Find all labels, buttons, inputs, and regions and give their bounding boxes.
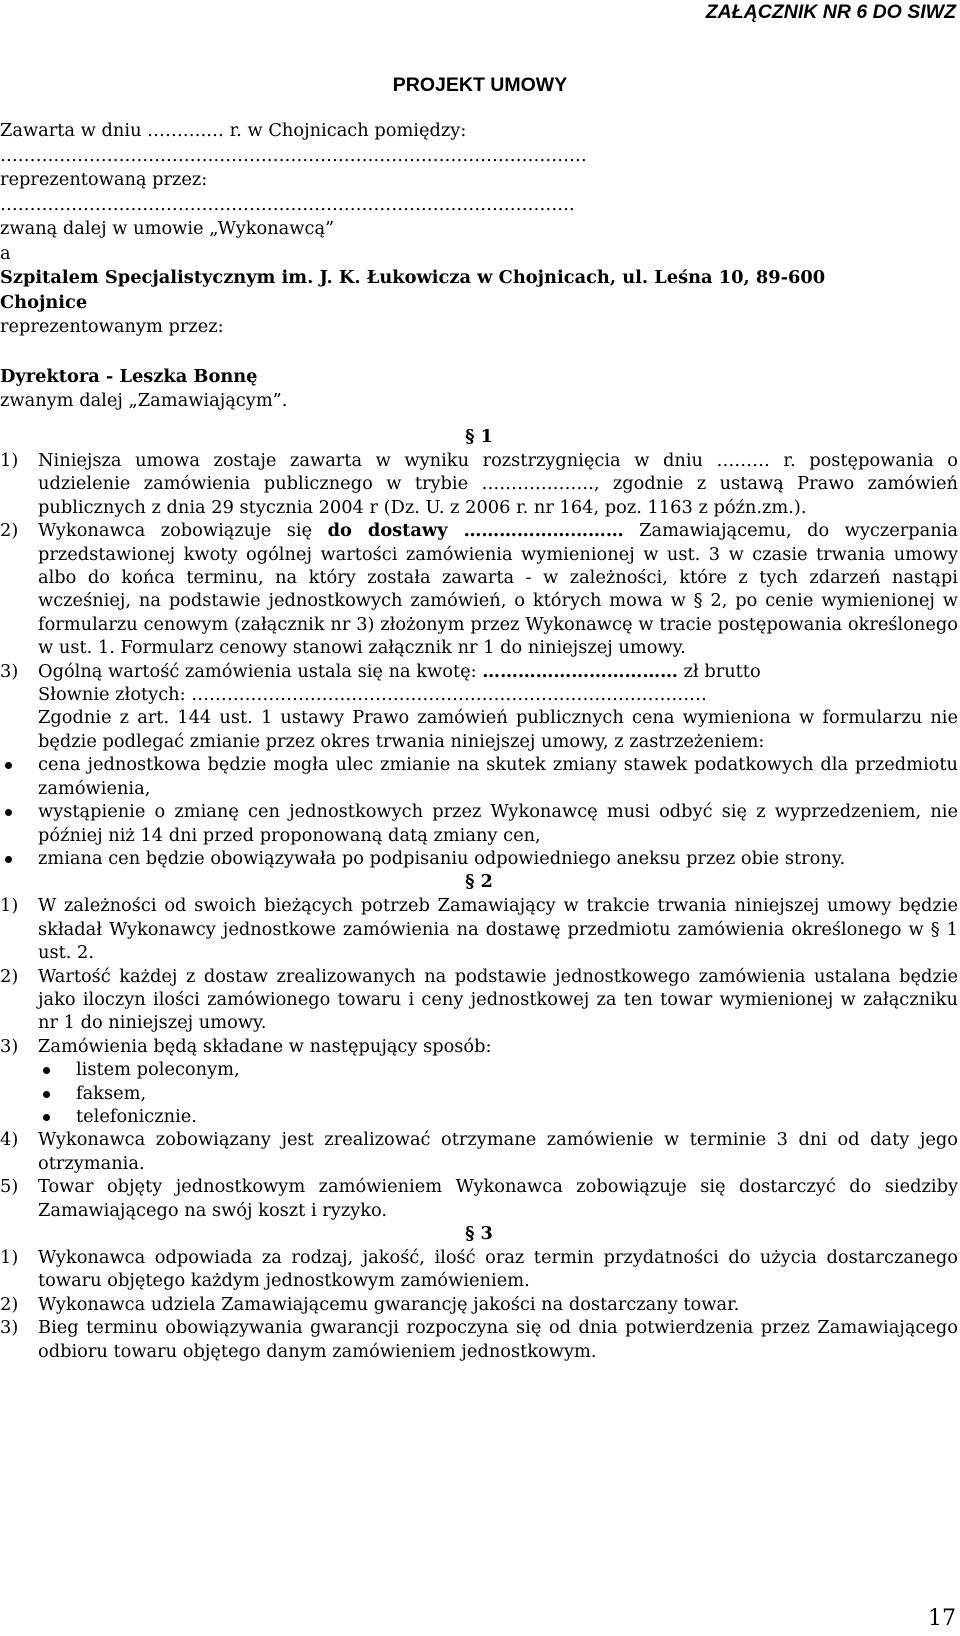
bullet-text: faksem, [76, 1082, 147, 1104]
list-item [0, 1128, 958, 1175]
item-number: 2) [0, 520, 19, 542]
item-text: Zamówienia będą składane w następujący sposób: [38, 1035, 492, 1057]
bullet-text: telefonicznie. [76, 1105, 197, 1127]
section-heading: § 3 [465, 1223, 493, 1244]
item-number: 1) [0, 895, 19, 917]
list-item [0, 1035, 958, 1058]
list-item [0, 965, 958, 1035]
item-text-part: zł brutto [677, 660, 761, 682]
item-text: Wartość każdej z dostaw zrealizowanych na podstawie jednostkowego zamówienia ustalana będzie jako iloczyn ilości zamówionego towaru i ceny jednostkowej za ten towar wymienionej w załączniku nr 1 do niniejszej umowy. [38, 965, 958, 1034]
bullet-item [38, 1105, 958, 1128]
item-number: 4) [0, 1129, 19, 1151]
item-text: Wykonawca udziela Zamawiającemu gwarancję jakości na dostarczany towar. [38, 1293, 740, 1315]
bullet-item [38, 1082, 958, 1105]
section-heading: § 1 [465, 426, 493, 447]
item-text-part: Zamawiającemu, do wyczerpania przedstawionej kwoty ogólnej wartości zamówienia wymienionej w ust. 3 w czasie trwania umowy albo do końca terminu, na który została zawarta - w zależności, które z tych zdarzeń nastąpi wcześniej, na podstawie jednostkowych zamówień, o których mowa w § 2, po cenie wymienionej w formularzu cenowym (załącznik nr 3) złożonym przez Wykonawcę w tracie postępowania określonego w ust. 1. Formularz cenowy stanowi załącznik nr 1 do niniejszej umowy. [38, 520, 958, 659]
bullet-icon [38, 1105, 76, 1128]
hospital-city: Chojnice [0, 291, 88, 313]
list-item [0, 1293, 958, 1316]
intro-line: reprezentowaną przez: [0, 169, 208, 190]
hospital-name: Szpitalem Specjalistycznym im. J. K. Łukowicza w Chojnicach, ul. Leśna 10, 89-600 [0, 267, 826, 288]
intro-line: Zawarta w dniu ……….… r. w Chojnicach pomiędzy: [0, 120, 467, 141]
amount-in-words: Słownie złotych: …………………………………………………………………………… [38, 684, 707, 706]
bullet-text: cena jednostkowa będzie mogła ulec zmianie na skutek zmiany stawek podatkowych dla przedmiotu zamówienia, [38, 754, 958, 799]
list-item [0, 1316, 958, 1363]
intro-line: zwaną dalej w umowie „Wykonawcą” [0, 218, 335, 239]
item-number: 3) [0, 1035, 19, 1057]
item-text-part: Zgodnie z art. 144 ust. 1 ustawy Prawo zamówień publicznych cena wymieniona w formularzu nie będzie podlegać zmianie przez okres trwania niniejszej umowy, z zastrzeżeniem: [38, 707, 958, 752]
list-item [0, 894, 958, 964]
item-text: Niniejsza umowa zostaje zawarta w wyniku rozstrzygnięcia w dniu ……… r. postępowania o udzielenie zamówienia publicznego w trybie ………………., zgodnie z ustawą Prawo zamówień publicznych z dnia 29 stycznia 2004 r (Dz. U. z 2006 r. nr 164, poz. 1163 z późn.zm.). [38, 450, 958, 518]
list-item [0, 519, 958, 659]
director-name: Dyrektora - Leszka Bonnę [0, 365, 258, 387]
item-text: Bieg terminu obowiązywania gwarancji rozpoczyna się od dnia potwierdzenia przez Zamawiającego odbioru towaru objętego danym zamówieniem jednostkowym. [38, 1317, 958, 1362]
item-number: 2) [0, 965, 19, 987]
bullet-item [0, 753, 958, 800]
item-text [38, 660, 958, 754]
list-item [0, 660, 958, 754]
bullet-item [0, 800, 958, 847]
bullet-icon [0, 800, 38, 847]
bullet-text: listem poleconym, [76, 1059, 240, 1081]
contract-parties [0, 119, 958, 414]
bullet-icon [0, 753, 38, 800]
bullet-item [38, 1058, 958, 1081]
attachment-header: ZAŁĄCZNIK NR 6 DO SIWZ [705, 1, 956, 23]
intro-line: a [0, 242, 11, 264]
item-number: 1) [0, 450, 19, 471]
item-text: Towar objęty jednostkowym zamówieniem Wykonawca zobowiązuje się dostarczyć do siedziby Zamawiającego na swój koszt i ryzyko. [38, 1176, 958, 1221]
amount-placeholder: …………………………… [482, 660, 678, 682]
bullet-text: zmiana cen będzie obowiązywała po podpisaniu odpowiedniego aneksu przez obie strony. [38, 847, 846, 869]
intro-line: reprezentowanym przez: [0, 316, 224, 337]
item-text: W zależności od swoich bieżących potrzeb Zamawiający w trakcie trwania niniejszej umowy będzie składał Wykonawcy jednostkowe zamówienia na dostawę przedmiotu zamówienia określonego w § 1 ust. 2. [38, 895, 958, 964]
item-number: 3) [0, 1317, 19, 1339]
intro-line: ……………………………………………………………………………………… [0, 144, 587, 166]
list-item [0, 1246, 958, 1293]
intro-line: zwanym dalej „Zamawiającym”. [0, 390, 288, 411]
list-item [0, 449, 958, 519]
bullet-icon [0, 847, 38, 870]
item-text-part: Ogólną wartość zamówienia ustala się na kwotę: [38, 660, 483, 682]
item-number: 3) [0, 660, 19, 682]
intro-line: ……………………………………………………………………………………. [0, 193, 575, 215]
item-text [38, 519, 958, 659]
document-title: PROJEKT UMOWY [392, 74, 568, 96]
order-methods-list [0, 1058, 958, 1128]
item-number: 2) [0, 1293, 19, 1315]
item-text: Wykonawca odpowiada za rodzaj, jakość, ilość oraz termin przydatności do użycia dostarczanego towaru objętego każdym jednostkowym zamówieniem. [38, 1247, 958, 1292]
item-number: 1) [0, 1247, 19, 1268]
bullet-text: wystąpienie o zmianę cen jednostkowych przez Wykonawcę musi odbyć się z wyprzedzeniem, nie później niż 14 dni przed proponowaną datą zmiany cen, [38, 801, 958, 846]
list-item [0, 1175, 958, 1222]
delivery-subject: do dostawy ……………………… [327, 520, 624, 542]
spacer [0, 340, 958, 365]
item-number: 5) [0, 1176, 19, 1198]
item-text: Wykonawca zobowiązany jest zrealizować otrzymane zamówienie w terminie 3 dni od daty jego otrzymania. [38, 1129, 958, 1174]
bullet-icon [38, 1058, 76, 1081]
section-heading: § 2 [465, 871, 493, 893]
section-1 [0, 425, 958, 1363]
bullet-icon [38, 1082, 76, 1105]
item-text-part: Wykonawca zobowiązuje się [38, 520, 328, 542]
page-number: 17 [928, 1605, 956, 1631]
bullet-item [0, 847, 958, 870]
